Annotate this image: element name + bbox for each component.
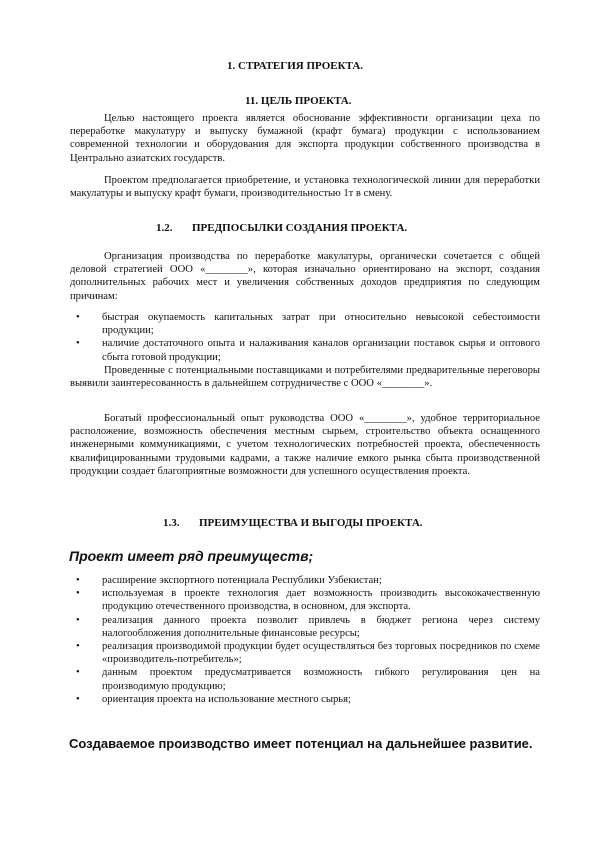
prerequisites-paragraph-2: Проведенные с потенциальными поставщиками и потребителями предварительные переговоры выявили заинтересованность в дальнейшем сотрудничестве с ООО «________».: [70, 365, 540, 390]
bullet-icon: •: [76, 614, 80, 626]
bullet-icon: •: [76, 312, 80, 323]
goal-title: 11. ЦЕЛЬ ПРОЕКТА.: [245, 95, 352, 107]
bullet-icon: •: [76, 667, 80, 679]
bullet-icon: •: [76, 338, 80, 350]
list-item: • расширение экспортного потенциала Республики Узбекистан;: [76, 575, 382, 586]
list-item: • используемая в проекте технология дает возможность производить высококачественную продукцию отечественного производства, в основном, для экспорта.: [76, 588, 540, 613]
goal-paragraph-1: Целью настоящего проекта является обоснование эффективности организации цеха по переработке макулатуру и выпуску бумажной (крафт бумага) продукции с использованием современной технологии и оборудования для экспорта продукции собственного производства в Центрально азиатских государств.: [70, 113, 540, 164]
list-item: • быстрая окупаемость капитальных затрат при относительно невысокой себестоимости продукции;: [76, 312, 540, 337]
bullet-icon: •: [76, 693, 80, 705]
section-title: 1. СТРАТЕГИЯ ПРОЕКТА.: [227, 60, 364, 72]
prerequisites-paragraph-1: Организация производства по переработке макулатуры, органически сочетается с общей деловой стратегией ООО «________», которая изначально ориентировано на экспорт, создания дополнительных рабочих мест и увеличения собственных доходов предприятия по следующим причинам:: [70, 251, 540, 302]
prerequisites-paragraph-3: Богатый профессиональный опыт руководства ООО «________», удобное территориальное расположение, возможность обеспечения местным сырьем, строительство объекта оснащенного инженерными коммуникациями, с учетом технологических потребностей проекта, обеспеченность квалифицированными трудовыми кадрами, а также наличие емкого рынка сбыта производственной продукции создает благоприятные возможности для успешного осуществления проекта.: [70, 413, 540, 477]
list-item: • данным проектом предусматривается возможность гибкого регулирования цен на производимую продукцию;: [76, 667, 540, 692]
list-item: • ориентация проекта на использование местного сырья;: [76, 693, 351, 705]
list-item: • наличие достаточного опыта и налаживания каналов организации поставок сырья и оптового сбыта готовой продукции;: [76, 338, 540, 363]
advantages-title: 1.3. ПРЕИМУЩЕСТВА И ВЫГОДЫ ПРОЕКТА.: [163, 517, 423, 529]
bullet-icon: •: [76, 641, 80, 653]
advantages-subtitle: Проект имеет ряд преимуществ;: [69, 548, 314, 564]
list-item: • реализация данного проекта позволит привлечь в бюджет региона через систему налогообложения дополнительные финансовые ресурсы;: [76, 614, 540, 639]
prerequisites-title: 1.2. ПРЕДПОСЫЛКИ СОЗДАНИЯ ПРОЕКТА.: [156, 222, 408, 234]
prerequisites-bullet-list: [76, 311, 540, 364]
conclusion-text: Создаваемое производство имеет потенциал на дальнейшее развитие.: [69, 736, 533, 751]
list-item: • реализация производимой продукции будет осуществляться без торговых посредников по схеме «производитель-потребитель»;: [76, 641, 540, 666]
bullet-icon: •: [76, 575, 80, 586]
goal-paragraph-2: Проектом предполагается приобретение, и установка технологической линии для переработки макулатуры и выпуску крафт бумаги, производительностью 1т в смену.: [70, 175, 540, 200]
advantages-bullet-list: [76, 574, 540, 706]
bullet-icon: •: [76, 588, 80, 600]
